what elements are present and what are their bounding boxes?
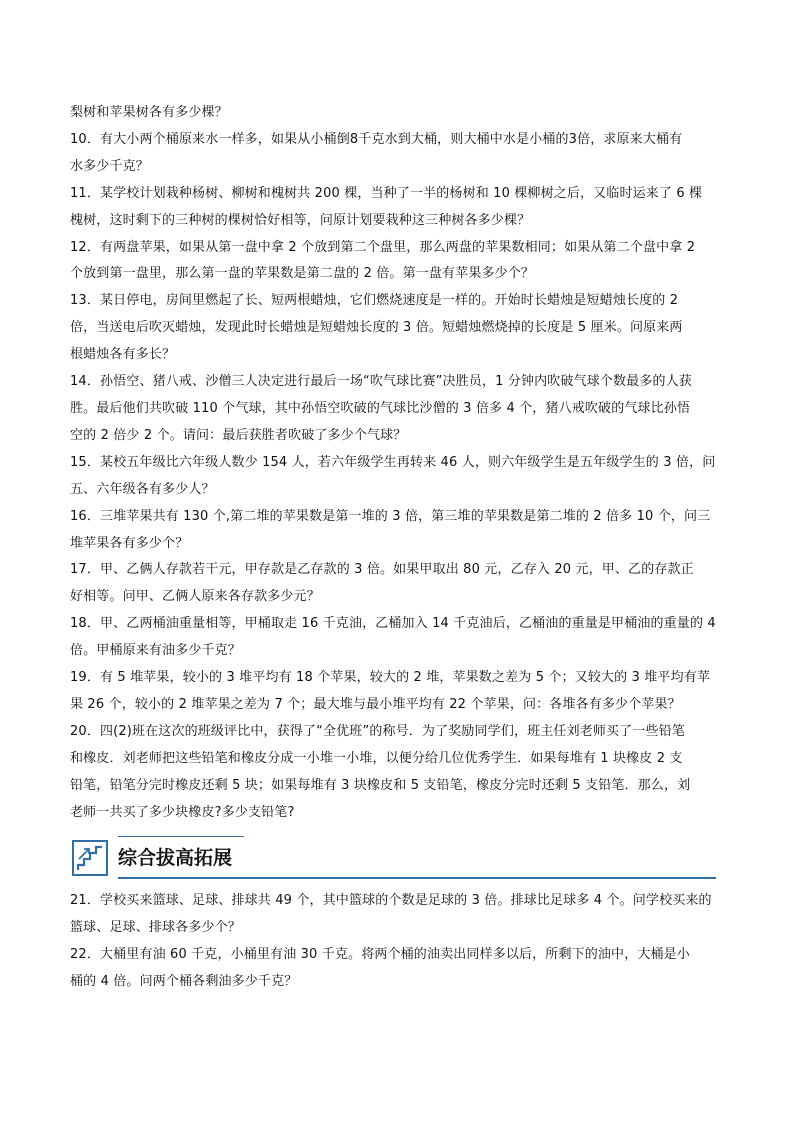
problem-line: 19．有 5 堆苹果，较小的 3 堆平均有 18 个苹果，较大的 2 堆，苹果数之差为 5 个；又较大的 3 堆平均有苹 <box>70 670 711 686</box>
heading-underline <box>118 877 716 879</box>
problem-line: 15．某校五年级比六年级人数少 154 人，若六年级学生再转来 46 人，则六年级学生是五年级学生的 3 倍，问 <box>70 454 716 470</box>
problem-line: 五、六年级各有多少人？ <box>70 481 215 497</box>
problem-list <box>70 100 726 826</box>
problem-line: 梨树和苹果树各有多少棵？ <box>70 105 228 120</box>
stairs-arrow-icon <box>72 840 108 876</box>
problem-line: 10．有大小两个桶原来水一样多，如果从小桶倒8千克水到大桶，则大桶中水是小桶的3倍，求原来大桶有 <box>70 131 683 147</box>
problem-line: 16．三堆苹果共有 130 个,第二堆的苹果数是第一堆的 3 倍，第三堆的苹果数是第二堆的 2 倍多 10 个，问三 <box>70 508 711 524</box>
section-title: 综合拔高拓展 <box>118 847 233 870</box>
problem-line: 槐树，这时剩下的三种树的棵树恰好相等，问原计划要栽种这三种树各多少棵？ <box>70 212 531 228</box>
problem-line: 13．某日停电，房间里燃起了长、短两根蜡烛，它们燃烧速度是一样的。开始时长蜡烛是短蜡烛长度的 2 <box>70 293 679 309</box>
problem-line: 胜。最后他们共吹破 110 个气球，其中孙悟空吹破的气球比沙僧的 3 倍多 4 个，猪八戒吹破的气球比孙悟 <box>70 400 691 416</box>
problem-line: 篮球、足球、排球各多少个？ <box>70 920 241 936</box>
problem-line: 17．甲、乙俩人存款若干元，甲存款是乙存款的 3 倍。如果甲取出 80 元，乙存入 20 元，甲、乙的存款正 <box>70 562 694 578</box>
problem-list-2 <box>70 888 726 996</box>
problem-line: 堆苹果各有多少个？ <box>70 535 189 551</box>
problem-line: 倍。甲桶原来有油多少千克？ <box>70 643 241 659</box>
problem-line: 21．学校买来篮球、足球、排球共 49 个，其中篮球的个数是足球的 3 倍。排球比足球多 4 个。问学校买来的 <box>70 893 712 909</box>
problem-line: 桶的 4 倍。问两个桶各剩油多少千克？ <box>70 974 298 990</box>
problem-line: 倍，当送电后吹灭蜡烛，发现此时长蜡烛是短蜡烛长度的 3 倍。短蜡烛燃烧掉的长度是 5 厘米。问原来两 <box>70 320 683 336</box>
problem-line: 老师一共买了多少块橡皮?多少支铅笔? <box>70 804 295 820</box>
problem-line: 14．孙悟空、猪八戒、沙僧三人决定进行最后一场“吹气球比赛”决胜员，1 分钟内吹破气球个数最多的人获 <box>70 374 692 390</box>
problem-line: 铅笔，铅笔分完时橡皮还剩 5 块；如果每堆有 3 块橡皮和 5 支铅笔，橡皮分完时还剩 5 支铅笔．那么，刘 <box>70 777 691 793</box>
problem-line: 20．四(2)班在这次的班级评比中，获得了“全优班”的称号．为了奖励同学们，班主任刘老师买了一些铅笔 <box>70 723 685 739</box>
problem-line: 果 26 个，较小的 2 堆苹果之差为 7 个；最大堆与最小堆平均有 22 个苹果，问：各堆各有多少个苹果？ <box>70 696 681 712</box>
problem-line: 和橡皮．刘老师把这些铅笔和橡皮分成一小堆一小堆，以便分给几位优秀学生．如果每堆有 1 块橡皮 2 支 <box>70 750 683 766</box>
problem-line: 18．甲、乙两桶油重量相等，甲桶取走 16 千克油，乙桶加入 14 千克油后，乙桶油的重量是甲桶油的重量的 4 <box>70 616 716 632</box>
problem-line: 空的 2 倍少 2 个。请问：最后获胜者吹破了多少个气球？ <box>70 427 407 443</box>
problem-line: 12．有两盘苹果，如果从第一盘中拿 2 个放到第二个盘里，那么两盘的苹果数相同；如果从第二个盘中拿 2 <box>70 239 696 255</box>
problem-line: 个放到第一盘里，那么第一盘的苹果数是第二盘的 2 倍。第一盘有苹果多少个？ <box>70 266 535 282</box>
worksheet-page <box>70 100 726 996</box>
heading-top-rule <box>118 836 244 837</box>
problem-line: 好相等。问甲、乙俩人原来各存款多少元？ <box>70 589 320 605</box>
problem-line: 11．某学校计划栽种杨树、柳树和槐树共 200 棵，当种了一半的杨树和 10 棵柳树之后，又临时运来了 6 棵 <box>70 185 703 201</box>
problem-line: 水多少千克？ <box>70 158 149 174</box>
problem-line: 22．大桶里有油 60 千克，小桶里有油 30 千克。将两个桶的油卖出同样多以后，所剩下的油中，大桶是小 <box>70 947 690 963</box>
problem-line: 根蜡烛各有多长？ <box>70 347 176 363</box>
section-heading <box>70 832 726 884</box>
